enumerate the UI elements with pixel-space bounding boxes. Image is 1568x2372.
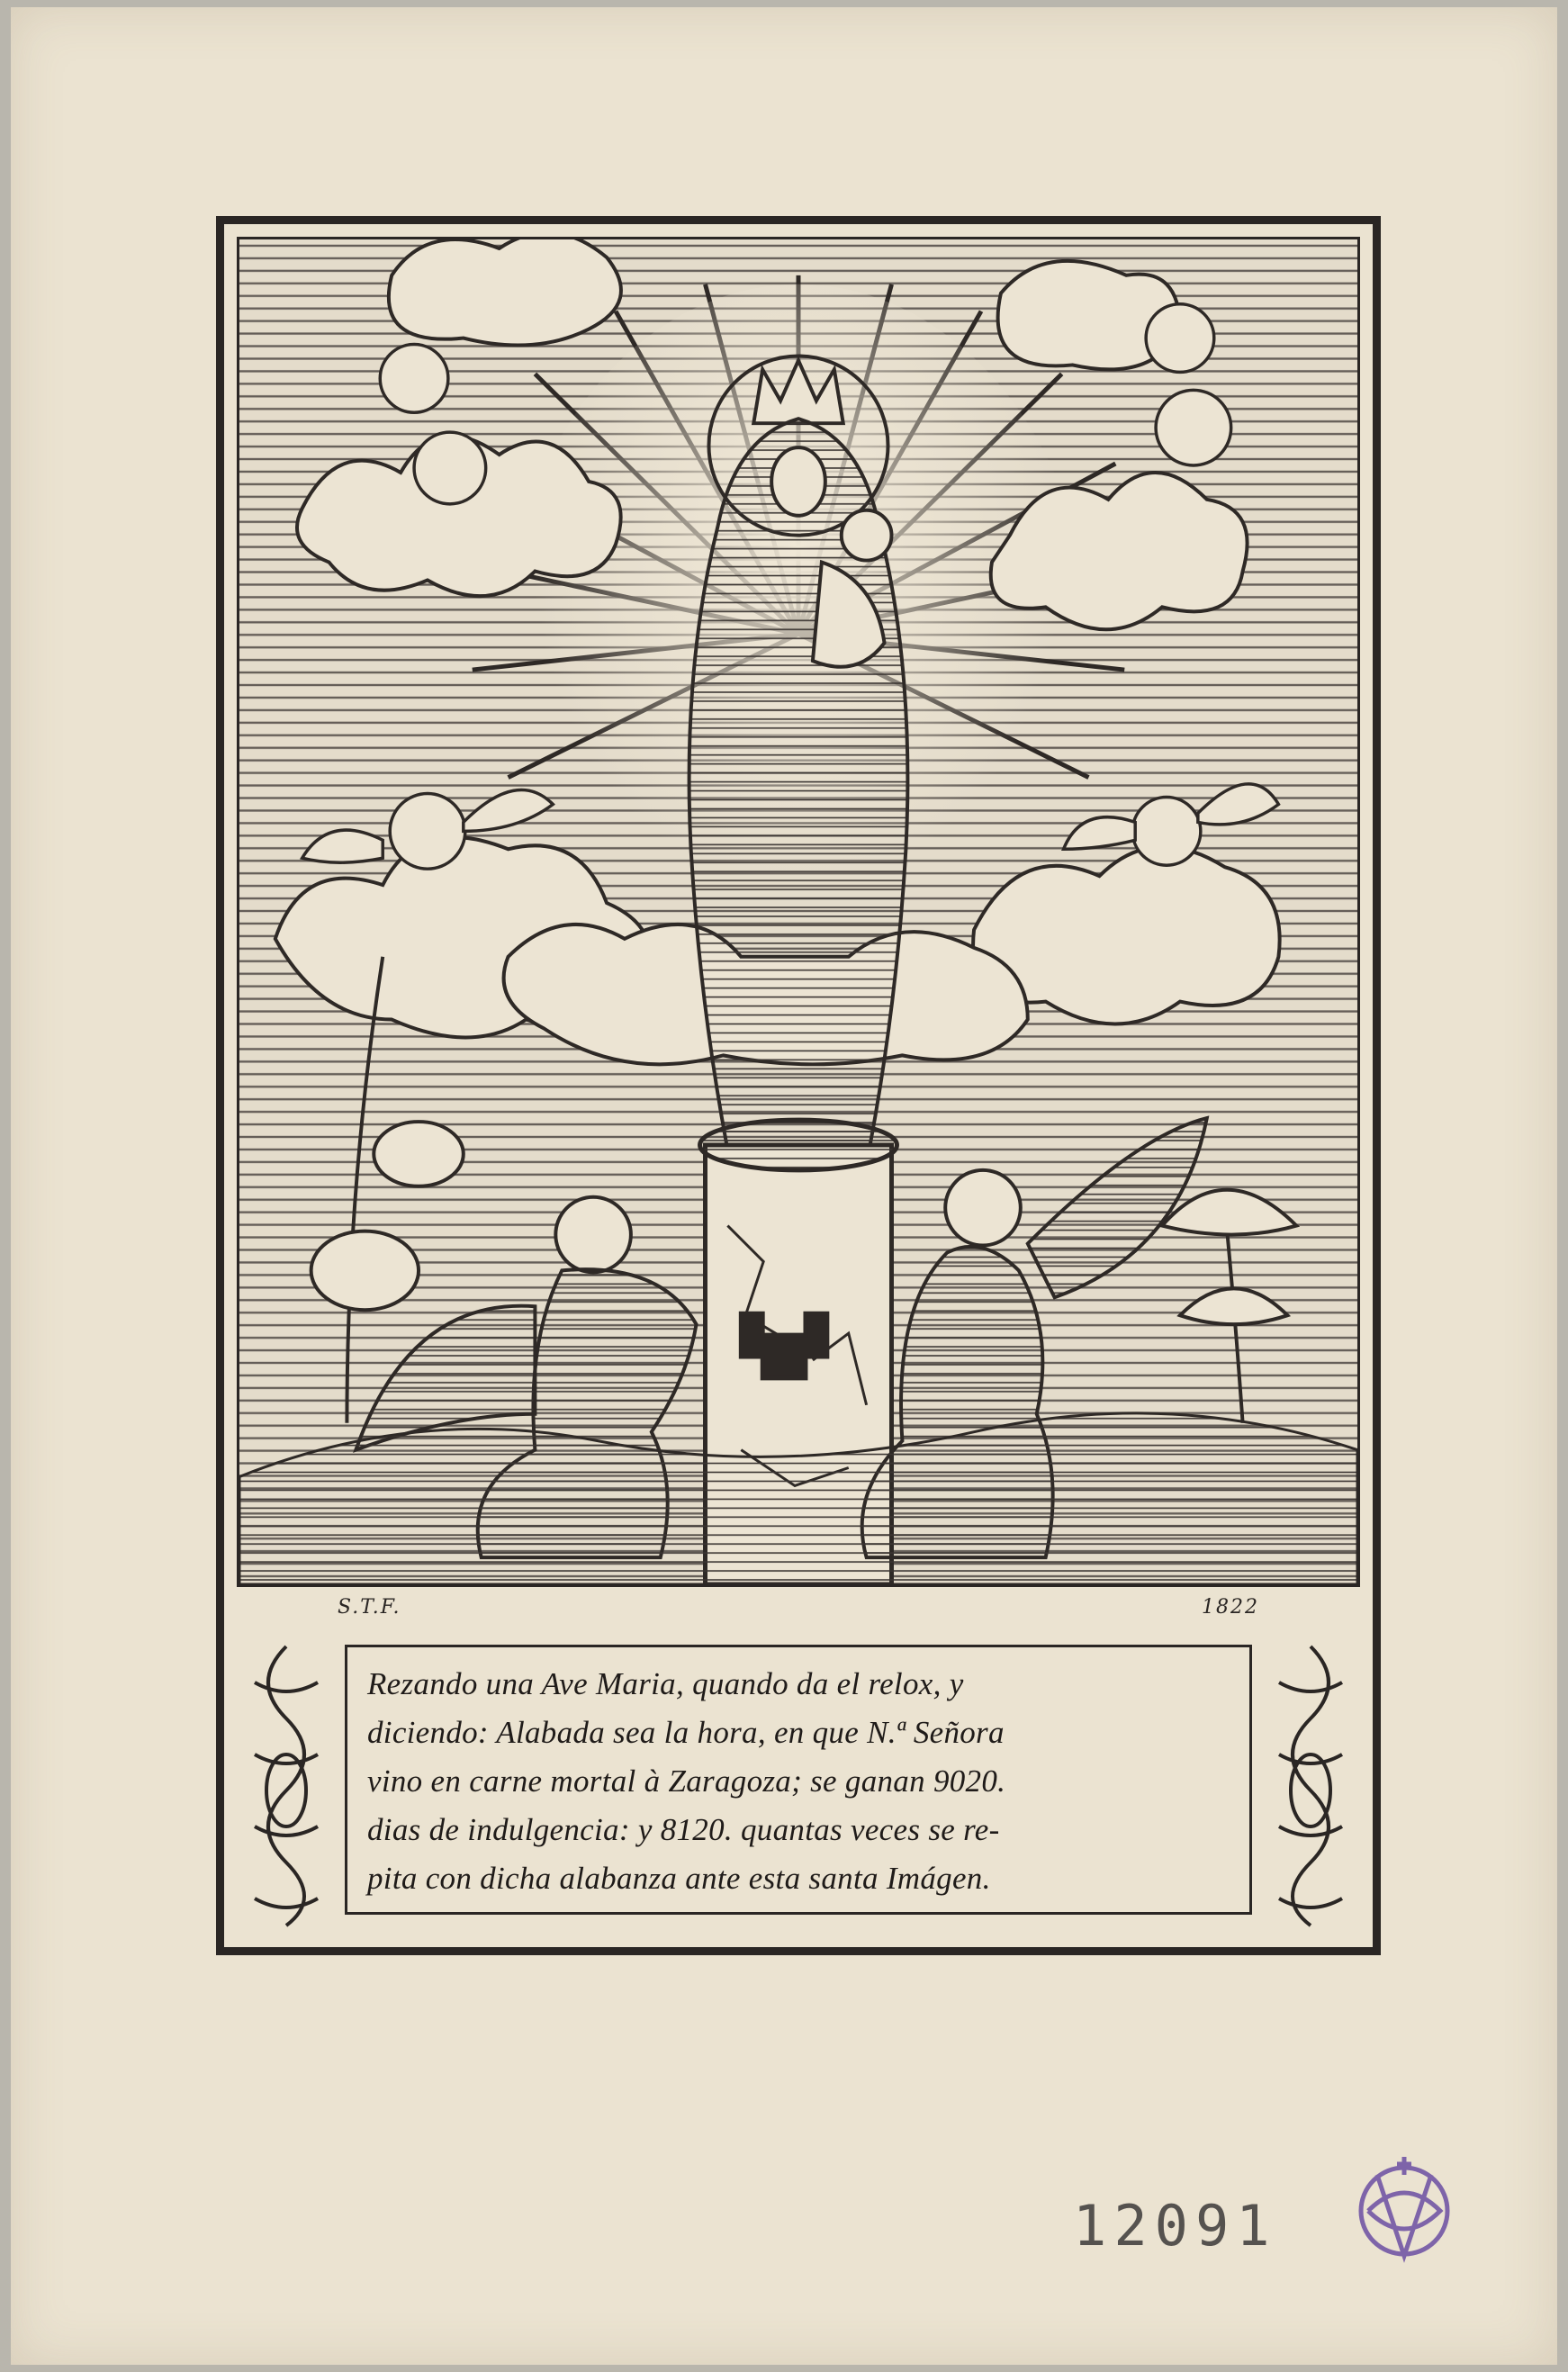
print-frame <box>216 216 1381 1955</box>
engraving-illustration <box>237 237 1360 1587</box>
engraving-year: 1822 <box>1202 1596 1259 1619</box>
virgin-figure <box>689 419 908 1145</box>
catalog-number: 12091 <box>1073 2193 1277 2259</box>
caption-area <box>237 1628 1360 1935</box>
virgin-of-pillar-engraving-icon <box>239 239 1357 1584</box>
right-floral-ornament-icon <box>1261 1628 1360 1935</box>
caption-line-1: Rezando una Ave Maria, quando da el relox, y <box>367 1666 964 1701</box>
engraver-signature: S.T.F. <box>338 1596 401 1619</box>
caption-line-4: dias de indulgencia: y 8120. quantas veces se re- <box>367 1812 1000 1847</box>
library-monogram-stamp-icon <box>1341 2148 1467 2274</box>
caption-line-2: diciendo: Alabada sea la hora, en que N.ª Señora <box>367 1715 1005 1750</box>
indulgence-caption-box <box>345 1645 1252 1915</box>
caption-line-5: pita con dicha alabanza ante esta santa Imágen. <box>367 1861 991 1896</box>
left-floral-ornament-icon <box>237 1628 336 1935</box>
caption-line-3: vino en carne mortal à Zaragoza; se ganan 9020. <box>367 1763 1006 1799</box>
paper-sheet <box>11 7 1557 2365</box>
